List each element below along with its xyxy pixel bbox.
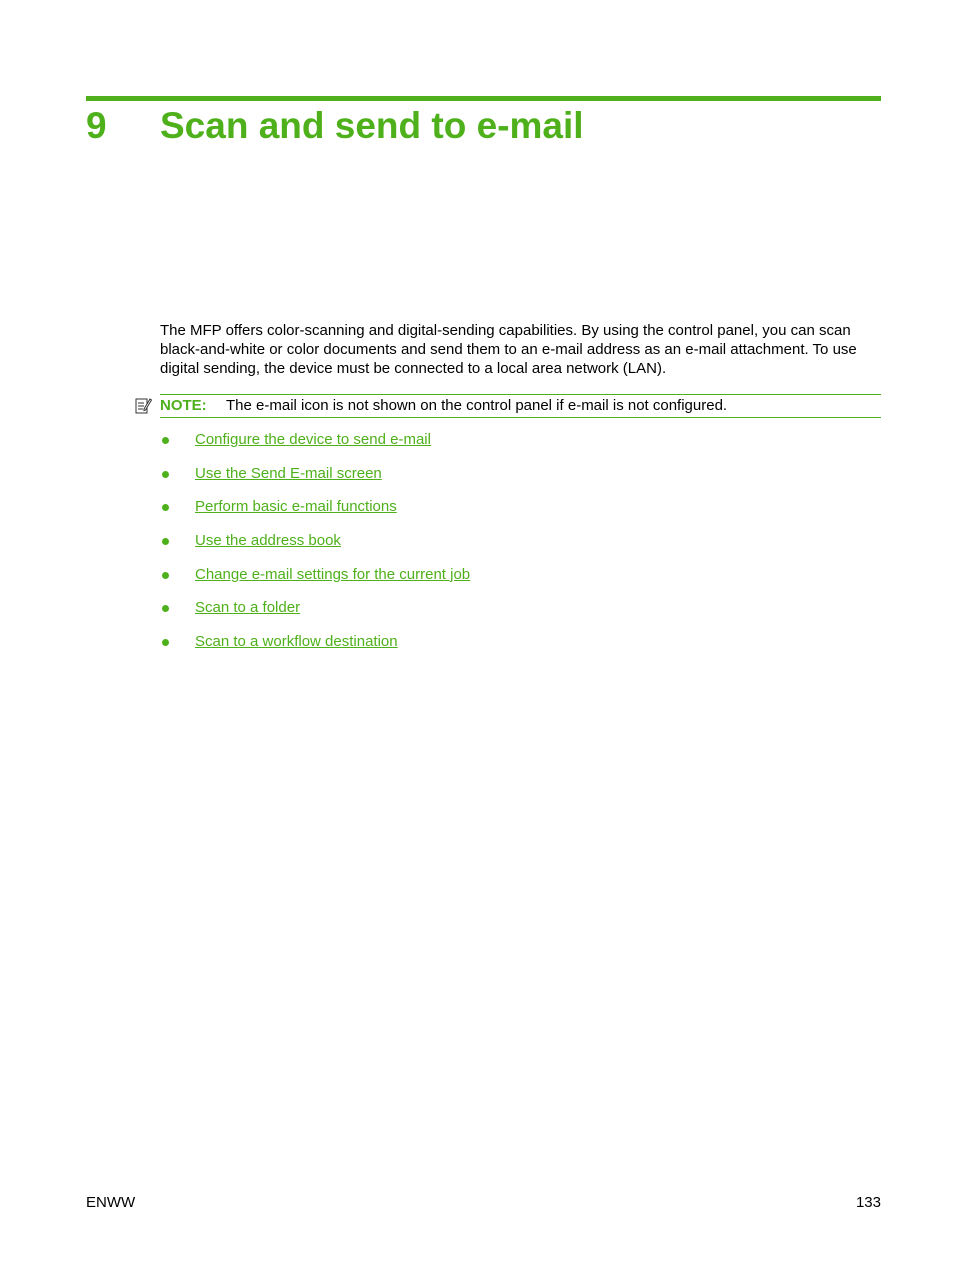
list-item	[160, 632, 860, 666]
link-scan-to-workflow[interactable]: Scan to a workflow destination	[195, 633, 398, 651]
link-change-email-settings[interactable]: Change e-mail settings for the current job	[195, 565, 471, 583]
note-pencil-icon	[135, 397, 152, 414]
list-item	[160, 430, 860, 464]
bullet-icon	[162, 572, 169, 579]
page-number: 133	[855, 1194, 881, 1211]
list-item	[160, 531, 860, 565]
note-label: NOTE:	[160, 397, 207, 414]
note-box	[160, 394, 881, 418]
bullet-icon	[162, 471, 169, 478]
link-send-email-screen[interactable]: Use the Send E-mail screen	[195, 464, 382, 482]
link-configure-device[interactable]: Configure the device to send e-mail	[195, 431, 431, 448]
link-scan-to-folder[interactable]: Scan to a folder	[195, 599, 301, 617]
bullet-icon	[162, 605, 169, 612]
chapter-top-rule	[86, 96, 881, 101]
chapter-title: Scan and send to e-mail	[160, 105, 584, 146]
bullet-icon	[162, 538, 169, 545]
bullet-icon	[162, 639, 169, 646]
link-basic-email-functions[interactable]: Perform basic e-mail functions	[195, 498, 397, 516]
footer-label: ENWW	[86, 1194, 136, 1211]
list-item	[160, 464, 860, 498]
list-item	[160, 565, 860, 599]
list-item	[160, 598, 860, 632]
link-address-book[interactable]: Use the address book	[195, 532, 341, 550]
chapter-heading	[86, 104, 584, 148]
section-links-list	[160, 430, 860, 666]
bullet-icon	[162, 504, 169, 511]
intro-paragraph: The MFP offers color-scanning and digital-sending capabilities. By using the control panel, you can scan black-and-white or color documents and send them to an e-mail address as an e-mail attachment. To use digital sending, the device must be connected to a local area network (LAN).	[160, 322, 857, 377]
chapter-number: 9	[86, 105, 107, 146]
list-item	[160, 497, 860, 531]
note-text: The e-mail icon is not shown on the control panel if e-mail is not configured.	[226, 397, 728, 414]
bullet-icon	[162, 437, 169, 444]
